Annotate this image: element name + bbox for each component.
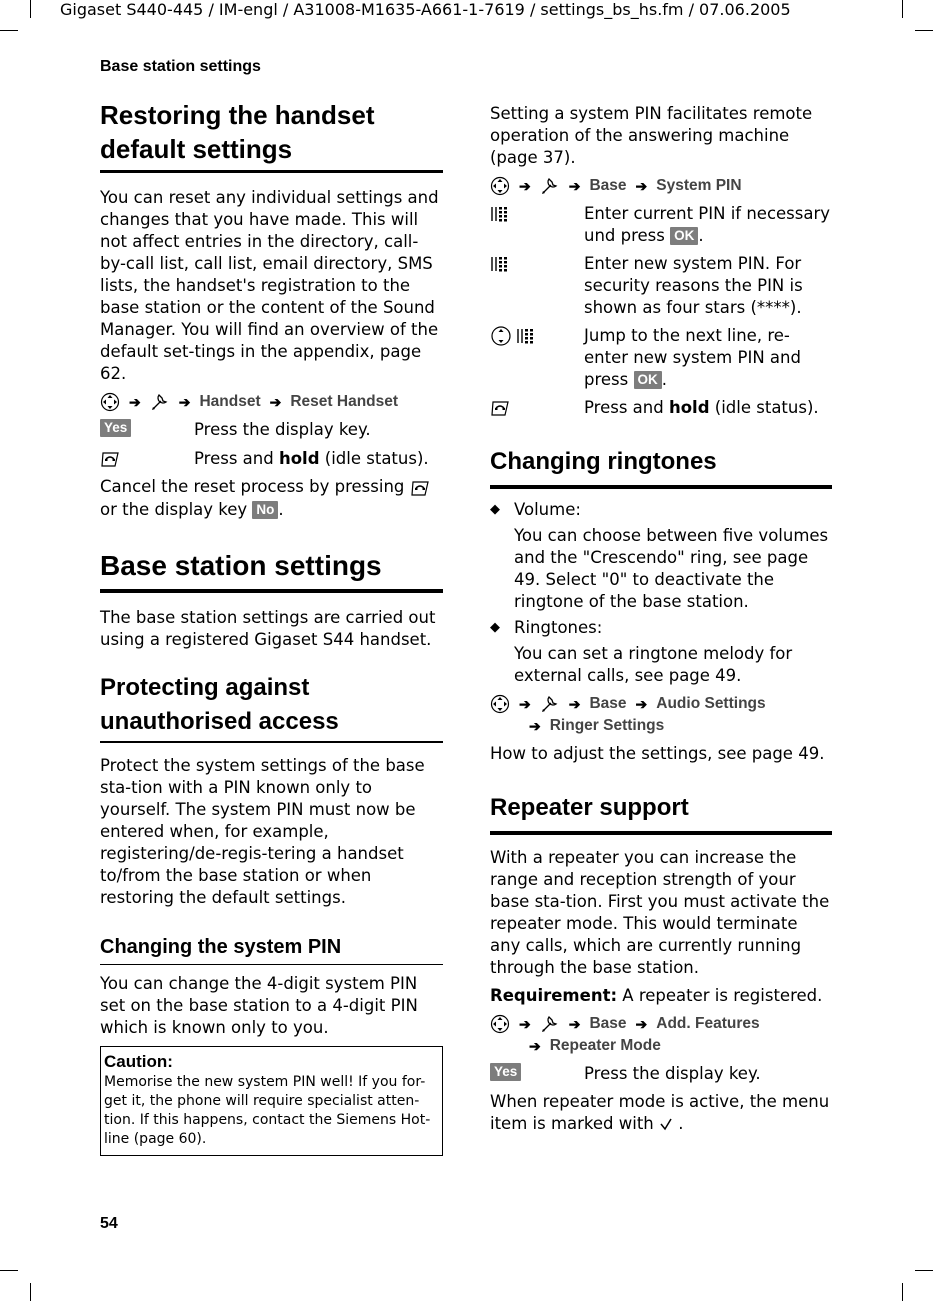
step-row: Press and hold (idle status).	[490, 397, 832, 419]
crop-mark	[0, 30, 18, 31]
arrow-right-icon: ➔	[568, 696, 581, 712]
keypad-icon	[516, 325, 538, 347]
restore-body: You can reset any individual settings and changes that you have made. This will not affect entries in the directory, call-by-call list, call list, email directory, SMS lists, the handset's registration to the base station or the content of the Sound Manager. You will find an overview of the default set-tings in the appendix, page 62.	[100, 188, 439, 383]
caution-box	[100, 1046, 443, 1156]
navigation-key-icon	[490, 325, 512, 347]
caution-body: Memorise the new system PIN well! If you for-get it, the phone will require specialist atten-tion. If this happens, contact the Siemens Hot-line (page 60).	[104, 1073, 431, 1147]
arrow-right-icon: ➔	[269, 394, 282, 410]
base-station-body: The base station settings are carried out using a registered Gigaset S44 handset.	[100, 607, 436, 649]
menu-item-handset: Handset	[199, 393, 261, 410]
section-title-repeater: Repeater support	[490, 791, 832, 835]
step-row: Press and hold (idle status).	[100, 448, 443, 470]
navigation-key-icon	[490, 176, 510, 196]
end-call-key-icon	[100, 448, 122, 470]
step-row: Enter new system PIN. For security reasons the PIN is shown as four stars (****).	[490, 253, 832, 319]
step-row	[100, 419, 443, 441]
end-call-key-icon	[490, 397, 512, 419]
list-item: ◆ Ringtones:	[490, 618, 603, 637]
list-item-text: You can choose between five volumes and the "Crescendo" ring, see page 49. Select "0" to deactivate the ringtone of the base station.	[514, 526, 829, 611]
cancel-text: Cancel the reset process by pressing or the display key No .	[100, 476, 443, 521]
display-key-ok: OK	[634, 371, 662, 389]
system-pin-body: You can change the 4-digit system PIN set on the base station to a 4-digit PIN which is known only to you.	[100, 973, 418, 1037]
navigation-key-icon	[490, 1014, 510, 1034]
display-key-yes: Yes	[100, 419, 131, 437]
bullet-icon: ◆	[490, 502, 500, 517]
keypad-icon	[490, 253, 512, 275]
navigation-key-icon	[490, 694, 510, 714]
menu-item-base: Base	[589, 177, 627, 194]
menu-item-ringer-settings: Ringer Settings	[549, 717, 665, 734]
settings-icon	[150, 392, 170, 412]
protecting-body: Protect the system settings of the base sta-tion with a PIN known only to yourself. The system PIN must now be entered when, for example, registering/de-regis-tering a handset to/from the base station or when restoring the default settings.	[100, 755, 425, 907]
crop-mark	[915, 30, 933, 31]
settings-icon	[540, 1014, 560, 1034]
display-key-ok: OK	[670, 227, 698, 245]
list-item-text: You can set a ringtone melody for external calls, see page 49.	[514, 644, 793, 685]
menu-item-repeater-mode: Repeater Mode	[549, 1037, 661, 1054]
navigation-key-icon	[100, 392, 120, 412]
arrow-right-icon: ➔	[178, 394, 191, 410]
crop-mark	[902, 1283, 903, 1301]
menu-item-system-pin: System PIN	[656, 177, 742, 194]
crop-mark	[915, 1270, 933, 1271]
menu-path-system-pin	[490, 175, 832, 197]
pin-intro: Setting a system PIN facilitates remote operation of the answering machine (page 37).	[490, 104, 813, 167]
step-row: Yes Press the display key.	[490, 1063, 832, 1085]
end-call-key-icon	[410, 477, 432, 499]
arrow-right-icon: ➔	[519, 178, 531, 194]
arrow-right-icon: ➔	[129, 394, 141, 410]
section-title-base-station: Base station settings	[100, 549, 443, 593]
menu-item-reset-handset: Reset Handset	[290, 393, 399, 410]
arrow-right-icon: ➔	[568, 178, 581, 194]
repeater-body: With a repeater you can increase the range and reception strength of your base sta-tion. First you must activate the repeater mode. This would terminate any calls, which are currently running through the base station.	[490, 848, 830, 977]
checkmark-icon	[659, 1117, 673, 1131]
document-header: Gigaset S440-445 / IM-engl / A31008-M1635-A661-1-7619 / settings_bs_hs.fm / 07.06.2005	[60, 0, 791, 19]
menu-path-ringer	[490, 693, 832, 737]
crop-mark	[0, 1270, 18, 1271]
left-column	[100, 98, 443, 1156]
menu-path-repeater	[490, 1013, 832, 1057]
step-row: Jump to the next line, re-enter new system PIN and press OK .	[490, 325, 832, 391]
repeater-requirement: Requirement: A repeater is registered.	[490, 986, 823, 1005]
keypad-icon	[490, 203, 512, 225]
arrow-right-icon: ➔	[529, 1038, 541, 1054]
display-key-yes: Yes	[490, 1063, 521, 1081]
menu-item-base: Base	[589, 695, 627, 712]
step-text: Press the display key.	[194, 420, 371, 439]
crop-mark	[30, 0, 31, 18]
section-title-system-pin: Changing the system PIN	[100, 933, 443, 965]
settings-icon	[540, 694, 560, 714]
arrow-right-icon: ➔	[568, 1016, 581, 1032]
list-item: ◆ Volume:	[490, 500, 581, 519]
display-key-no: No	[252, 501, 278, 519]
caution-title: Caution:	[104, 1051, 173, 1071]
arrow-right-icon: ➔	[519, 696, 531, 712]
menu-item-audio-settings: Audio Settings	[656, 695, 766, 712]
arrow-right-icon: ➔	[529, 718, 541, 734]
bullet-icon: ◆	[490, 620, 500, 635]
crop-mark	[902, 0, 903, 18]
settings-icon	[540, 176, 560, 196]
section-title-ringtones: Changing ringtones	[490, 445, 832, 489]
menu-path-reset	[100, 391, 443, 413]
ringtone-after: How to adjust the settings, see page 49.	[490, 744, 825, 763]
running-head: Base station settings	[100, 58, 261, 75]
arrow-right-icon: ➔	[635, 178, 648, 194]
section-title-protecting: Protecting against unauthorised access	[100, 671, 443, 743]
repeater-after: When repeater mode is active, the menu item is marked with .	[490, 1092, 830, 1133]
menu-item-base: Base	[589, 1015, 627, 1032]
page-number: 54	[100, 1215, 118, 1232]
right-column	[490, 103, 832, 1135]
crop-mark	[30, 1283, 31, 1301]
section-title-restore: Restoring the handset default settings	[100, 98, 443, 173]
menu-item-add-features: Add. Features	[656, 1015, 760, 1032]
arrow-right-icon: ➔	[635, 1016, 648, 1032]
arrow-right-icon: ➔	[519, 1016, 531, 1032]
step-row: Enter current PIN if necessary und press OK .	[490, 203, 832, 247]
arrow-right-icon: ➔	[635, 696, 648, 712]
